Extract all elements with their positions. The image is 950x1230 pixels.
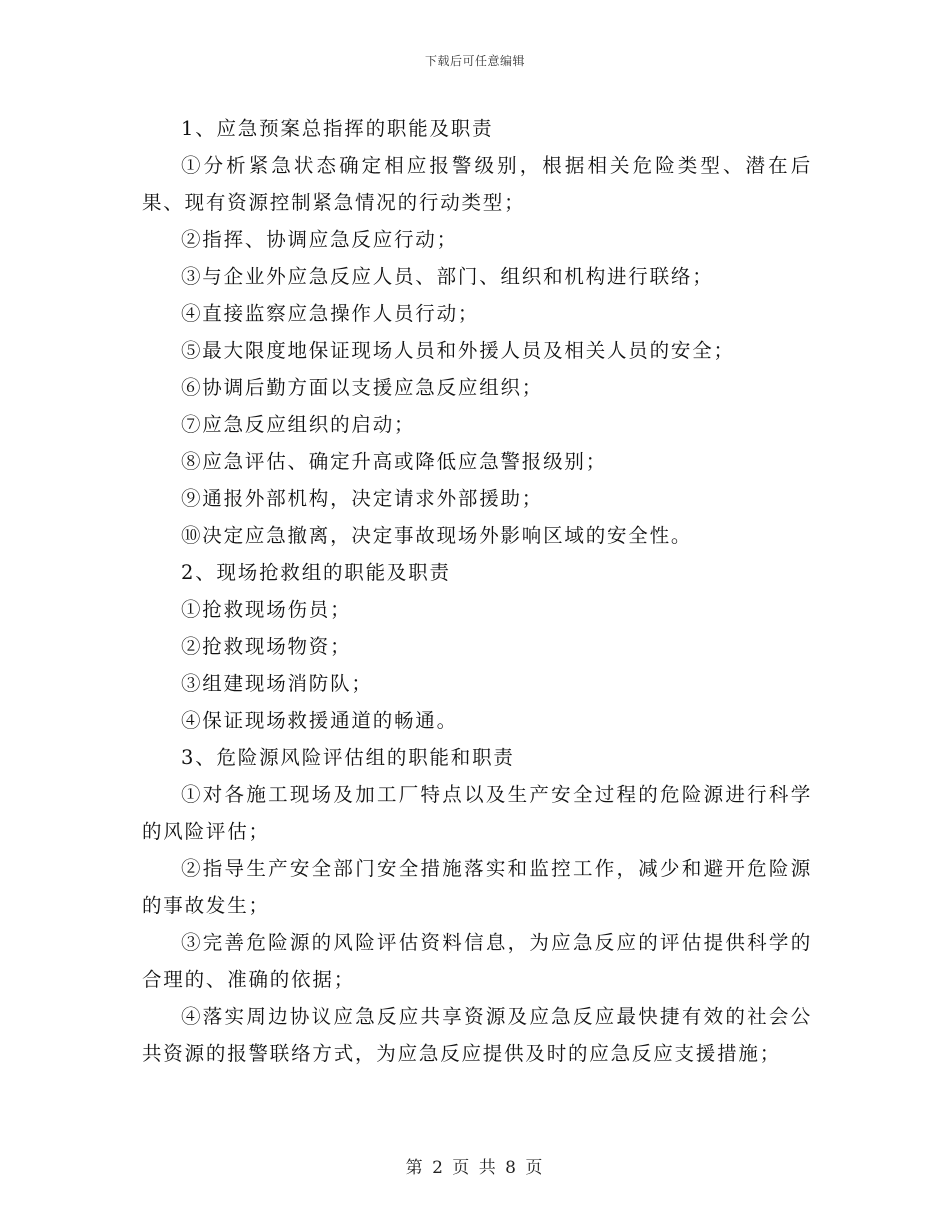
paragraph: ②抢救现场物资；	[181, 635, 352, 658]
section-heading-3: 3、危险源风险评估组的职能和职责	[181, 746, 515, 769]
paragraph: ②指挥、协调应急反应行动；	[181, 228, 458, 251]
paragraph: ③完善危险源的风险评估资料信息，为应急反应的评估提供科学的合理的、准确的依据；	[142, 931, 812, 991]
paragraph: ④直接监察应急操作人员行动；	[181, 302, 480, 325]
paragraph: ②指导生产安全部门安全措施落实和监控工作，减少和避开危险源的事故发生；	[142, 857, 812, 917]
paragraph: ⑤最大限度地保证现场人员和外援人员及相关人员的安全；	[181, 339, 735, 362]
paragraph: ①抢救现场伤员；	[181, 598, 352, 621]
paragraph: ③与企业外应急反应人员、部门、组织和机构进行联络；	[181, 265, 714, 288]
paragraph: ⑩决定应急撤离，决定事故现场外影响区域的安全性。	[181, 524, 693, 547]
paragraph: ④落实周边协议应急反应共享资源及应急反应最快捷有效的社会公共资源的报警联络方式，为应急反应提供及时的应急反应支援措施；	[142, 1005, 812, 1065]
paragraph: ⑦应急反应组织的启动；	[181, 413, 416, 436]
paragraph: ①分析紧急状态确定相应报警级别，根据相关危险类型、潜在后果、现有资源控制紧急情况的行动类型；	[142, 154, 812, 214]
page-header: 下载后可任意编辑	[424, 54, 525, 68]
paragraph: ⑨通报外部机构，决定请求外部援助；	[181, 487, 544, 510]
page-footer: 第 2 页 共 8 页	[405, 1158, 545, 1178]
section-heading-2: 2、现场抢救组的职能及职责	[181, 561, 451, 584]
paragraph: ④保证现场救援通道的畅通。	[181, 709, 458, 732]
section-heading-1: 1、应急预案总指挥的职能及职责	[181, 117, 494, 140]
paragraph: ①对各施工现场及加工厂特点以及生产安全过程的危险源进行科学的风险评估；	[142, 783, 812, 843]
paragraph: ⑥协调后勤方面以支援应急反应组织；	[181, 376, 544, 399]
paragraph: ③组建现场消防队；	[181, 672, 373, 695]
document-body	[142, 110, 812, 1072]
paragraph: ⑧应急评估、确定升高或降低应急警报级别；	[181, 450, 608, 473]
